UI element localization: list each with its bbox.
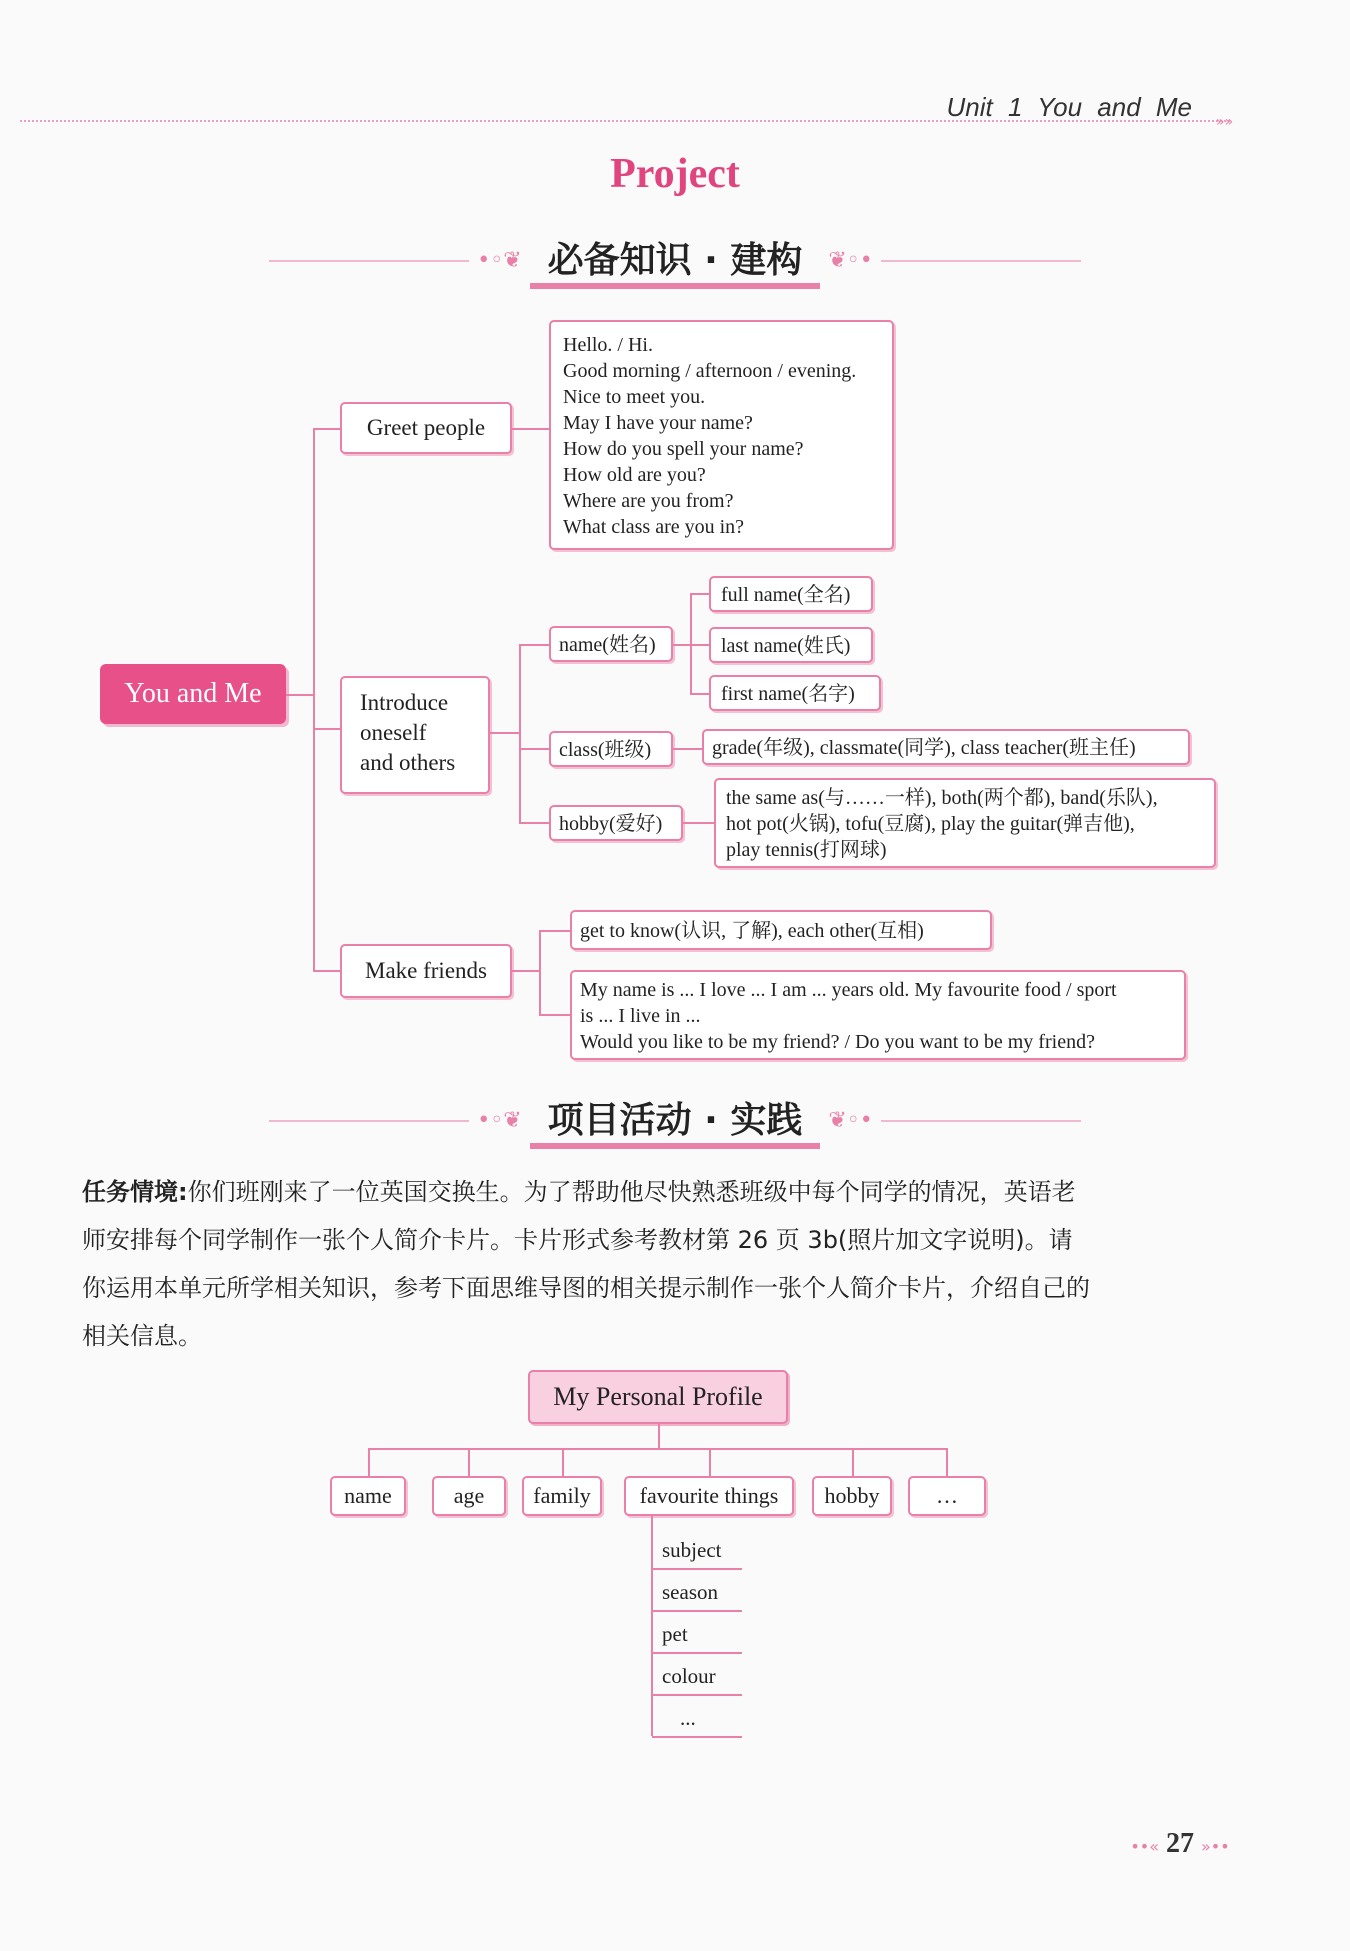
connector	[368, 1448, 948, 1450]
flourish-icon: •◦❦	[477, 248, 522, 273]
divider	[881, 1120, 1081, 1122]
divider	[269, 1120, 469, 1122]
friends-line: is ... I live in ...	[580, 1005, 701, 1027]
node-hobby: hobby(爱好)	[549, 805, 683, 841]
section-title: 项目活动 · 实践	[530, 1092, 821, 1149]
connector	[512, 428, 550, 430]
hobby-line: play tennis(打网球)	[726, 839, 887, 861]
greet-phrases-box	[549, 320, 894, 550]
connector	[852, 1448, 854, 1476]
connector	[286, 694, 314, 696]
connector	[368, 1448, 370, 1476]
connector	[519, 644, 549, 646]
greet-line: Nice to meet you.	[563, 386, 706, 408]
greet-line: What class are you in?	[563, 516, 745, 538]
connector	[683, 822, 715, 824]
flourish-icon: •◦❦	[477, 1108, 522, 1133]
underline	[652, 1568, 742, 1570]
connector	[512, 970, 540, 972]
friends-line: My name is ... I love ... I am ... years old. My favourite food / sport	[580, 979, 1117, 1001]
task-line	[82, 1168, 1242, 1216]
section-title: 必备知识 · 建构	[530, 232, 821, 289]
connector	[562, 1448, 564, 1476]
profile-item-family: family	[522, 1476, 602, 1516]
flourish-icon: ❦◦•	[828, 1108, 873, 1133]
divider	[881, 260, 1081, 262]
task-line: 师安排每个同学制作一张个人简介卡片。卡片形式参考教材第 26 页 3b(照片加文字说明)。请	[82, 1226, 1073, 1254]
connector	[539, 930, 571, 932]
name-item-full: full name(全名)	[709, 576, 873, 612]
greet-line: May I have your name?	[563, 412, 753, 434]
underline	[652, 1736, 742, 1738]
underline	[652, 1652, 742, 1654]
hobby-line: the same as(与……一样), both(两个都), band(乐队),	[726, 787, 1158, 809]
divider	[269, 260, 469, 262]
greet-line: How old are you?	[563, 464, 706, 486]
chevron-right-icon: »»	[1216, 114, 1234, 130]
profile-item-more: …	[908, 1476, 986, 1516]
flourish-icon: ❦◦•	[828, 248, 873, 273]
task-line: 相关信息。	[82, 1322, 202, 1350]
connector	[709, 1448, 711, 1476]
profile-item-favourite: favourite things	[624, 1476, 794, 1516]
connector	[313, 428, 341, 430]
node-name: name(姓名)	[549, 626, 673, 662]
profile-item-name: name	[330, 1476, 406, 1516]
underline	[652, 1610, 742, 1612]
greet-line: Where are you from?	[563, 490, 734, 512]
task-line: 你运用本单元所学相关知识，参考下面思维导图的相关提示制作一张个人简介卡片，介绍自己的	[82, 1274, 1090, 1302]
greet-line: How do you spell your name?	[563, 438, 804, 460]
mindmap-root: You and Me	[100, 664, 286, 724]
page-title: Project	[610, 151, 740, 197]
greet-line: Hello. / Hi.	[563, 334, 653, 356]
friends-phrase-box: get to know(认识, 了解), each other(互相)	[570, 910, 992, 950]
node-label-line: and others	[360, 750, 456, 775]
task-label: 任务情境:	[82, 1178, 188, 1206]
connector	[519, 644, 521, 822]
connector	[651, 1516, 653, 1736]
section-heading-knowledge	[0, 232, 1350, 289]
connector	[539, 930, 541, 1014]
node-label-line: Introduce	[360, 690, 449, 715]
connector	[658, 1424, 660, 1448]
profile-item-age: age	[432, 1476, 506, 1516]
greet-line: Good morning / afternoon / evening.	[563, 360, 857, 382]
connector	[946, 1448, 948, 1476]
class-detail-box: grade(年级), classmate(同学), class teacher(班主任)	[702, 729, 1190, 765]
connector	[468, 1448, 470, 1476]
name-item-last: last name(姓氏)	[709, 627, 873, 663]
connector	[539, 1014, 571, 1016]
node-introduce	[340, 676, 490, 794]
connector	[313, 428, 315, 970]
task-paragraph	[82, 1168, 1242, 1360]
task-text: 你们班刚来了一位英国交换生。为了帮助他尽快熟悉班级中每个同学的情况，英语老	[187, 1178, 1076, 1206]
connector	[519, 748, 549, 750]
connector	[690, 593, 692, 693]
unit-title: You and Me	[1037, 92, 1192, 122]
page-number-area	[1125, 1828, 1235, 1860]
favourite-sub-item: ...	[680, 1706, 696, 1730]
connector	[690, 644, 710, 646]
connector	[313, 728, 341, 730]
node-greet-people: Greet people	[340, 402, 512, 454]
connector	[673, 644, 691, 646]
unit-header	[947, 92, 1192, 123]
chevron-right-icon: »••	[1201, 1837, 1230, 1856]
name-item-first: first name(名字)	[709, 675, 881, 711]
connector	[313, 970, 341, 972]
connector	[690, 593, 710, 595]
node-class: class(班级)	[549, 731, 673, 767]
node-label-line: oneself	[360, 720, 427, 745]
favourite-sub-item: subject	[662, 1538, 722, 1562]
friends-line: Would you like to be my friend? / Do you want to be my friend?	[580, 1031, 1095, 1053]
connector	[690, 693, 710, 695]
profile-title: My Personal Profile	[528, 1370, 788, 1424]
connector	[519, 822, 549, 824]
underline	[652, 1694, 742, 1696]
chevron-left-icon: ••«	[1130, 1837, 1159, 1856]
profile-item-hobby: hobby	[812, 1476, 892, 1516]
connector	[673, 748, 703, 750]
page-number: 27	[1166, 1828, 1194, 1859]
node-make-friends: Make friends	[340, 944, 512, 998]
hobby-line: hot pot(火锅), tofu(豆腐), play the guitar(弹吉他),	[726, 813, 1135, 835]
friends-sentences-box	[570, 970, 1186, 1060]
unit-label: Unit 1	[946, 92, 1023, 122]
favourite-sub-item: pet	[662, 1622, 688, 1646]
section-heading-practice	[0, 1092, 1350, 1149]
connector	[490, 732, 520, 734]
favourite-sub-item: colour	[662, 1664, 716, 1688]
favourite-sub-item: season	[662, 1580, 718, 1604]
hobby-detail-box	[714, 778, 1216, 868]
